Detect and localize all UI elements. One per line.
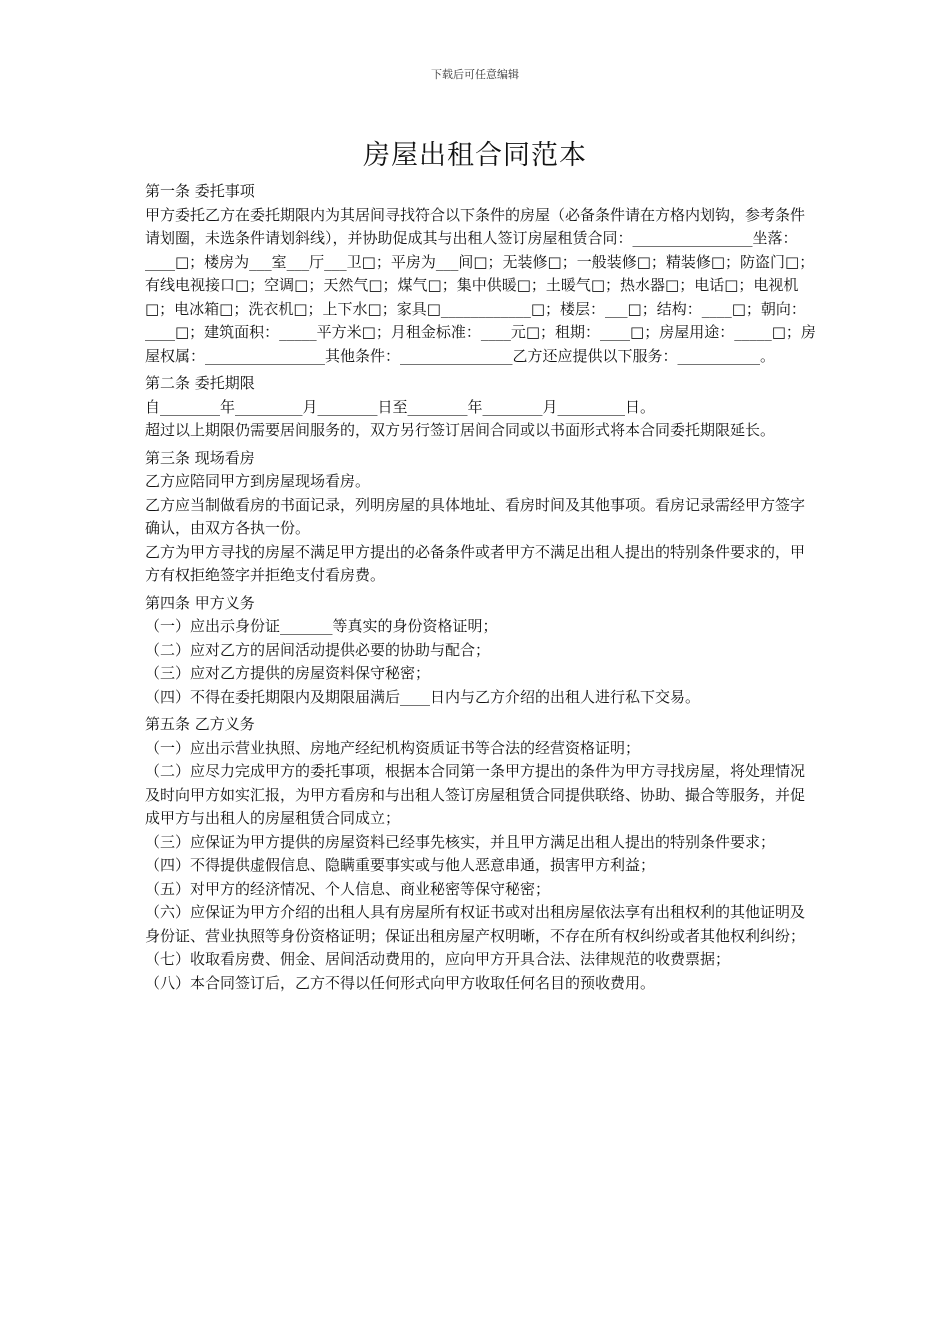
paragraph: （五）对甲方的经济情况、个人信息、商业秘密等保守秘密；	[145, 879, 551, 898]
section-1	[145, 180, 817, 368]
paragraph: （二）应尽力完成甲方的委托事项，根据本合同第一条甲方提出的条件为甲方寻找房屋，将处理情况及时向甲方如实汇报，为甲方看房和与出租人签订房屋租赁合同提供联络、协助、撮合等服务，并促成甲方与出租人的房屋租赁合同成立；	[145, 762, 806, 827]
document-title: 房屋出租合同范本	[363, 140, 587, 171]
paragraph: （六）应保证为甲方介绍的出租人具有房屋所有权证书或对出租房屋依法享有出租权利的其他证明及身份证、营业执照等身份资格证明；保证出租房屋产权明晰，不存在所有权纠纷或者其他权利纠纷；	[145, 903, 806, 945]
contract-body	[145, 180, 817, 999]
paragraph: （八）本合同签订后，乙方不得以任何形式向甲方收取任何名目的预收费用。	[145, 973, 656, 992]
paragraph: （一）应出示身份证_______等真实的身份资格证明；	[145, 617, 498, 635]
paragraph: （三）应对乙方提供的房屋资料保守秘密；	[145, 664, 431, 682]
section-2	[145, 372, 817, 443]
section-heading: 第一条 委托事项	[145, 182, 255, 200]
paragraph: （一）应出示营业执照、房地产经纪机构资质证书等合法的经营资格证明；	[145, 738, 641, 757]
header-note: 下载后可任意编辑	[431, 68, 519, 81]
section-heading: 第三条 现场看房	[145, 448, 255, 467]
section-3	[145, 447, 817, 588]
paragraph: （二）应对乙方的居间活动提供必要的协助与配合；	[145, 640, 491, 659]
section-heading: 第五条 乙方义务	[145, 715, 255, 733]
paragraph: 甲方委托乙方在委托期限内为其居间寻找符合以下条件的房屋（必备条件请在方格内划钩，参考条件请划圈，未选条件请划斜线），并协助促成其与出租人签订房屋租赁合同：________________坐落：____□；楼房为___室___厅___卫□；平房为___间□；无装修□；一般装修□；精装修□；防盗门□；有线电视接口□；空调□；天然气□；煤气□；集中供暖□；土暖气□；热水器□；电话□；电视机□；电冰箱□；洗衣机□；上下水□；家具□____________□；楼层：___□；结构：____□；朝向：____□；建筑面积：_____平方米□；月租金标准：____元□；租期：____□；房屋用途：_____□；房屋权属：________________其他条件：_______________乙方还应提供以下服务：___________。	[145, 205, 816, 365]
paragraph: （四）不得在委托期限内及期限届满后____日内与乙方介绍的出租人进行私下交易。	[145, 687, 701, 706]
paragraph: （三）应保证为甲方提供的房屋资料已经事先核实，并且甲方满足出租人提出的特别条件要求；	[145, 832, 776, 851]
paragraph: （四）不得提供虚假信息、隐瞒重要事实或与他人恶意串通，损害甲方利益；	[145, 856, 656, 874]
paragraph: 乙方为甲方寻找的房屋不满足甲方提出的必备条件或者甲方不满足出租人提出的特别条件要求的，甲方有权拒绝签字并拒绝支付看房费。	[145, 542, 806, 584]
paragraph: 乙方应陪同甲方到房屋现场看房。	[145, 472, 371, 490]
section-5	[145, 713, 817, 995]
paragraph: 自________年_________月________日至________年________月_________日。	[145, 397, 656, 416]
paragraph: 超过以上期限仍需要居间服务的，双方另行签订居间合同或以书面形式将本合同委托期限延长。	[145, 421, 776, 439]
paragraph: 乙方应当制做看房的书面记录，列明房屋的具体地址、看房时间及其他事项。看房记录需经甲方签字确认，由双方各执一份。	[145, 495, 806, 537]
section-heading: 第四条 甲方义务	[145, 593, 255, 612]
section-4	[145, 592, 817, 710]
paragraph: （七）收取看房费、佣金、居间活动费用的，应向甲方开具合法、法律规范的收费票据；	[145, 950, 731, 968]
section-heading: 第二条 委托期限	[145, 374, 255, 392]
